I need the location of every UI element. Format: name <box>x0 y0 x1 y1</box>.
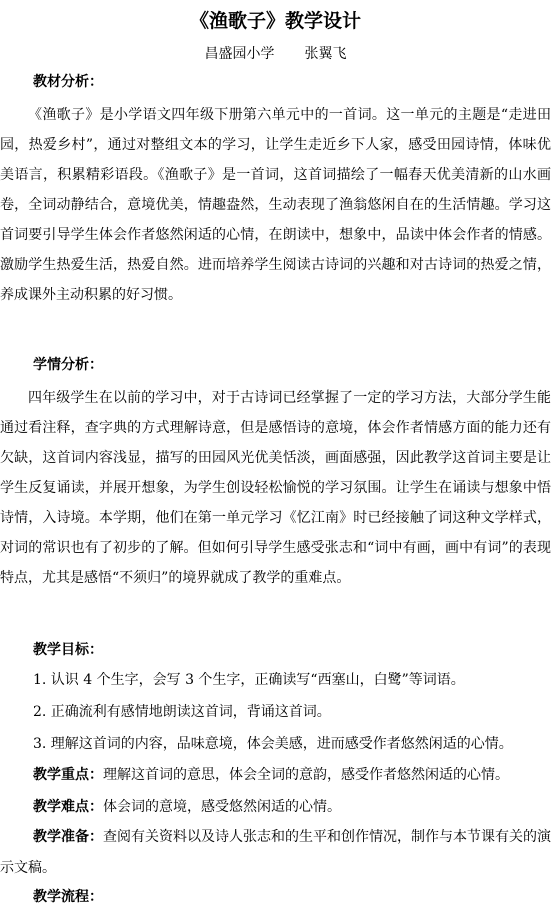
key-points-label: 教学重点： <box>33 767 103 783</box>
author-name: 张翼飞 <box>304 46 347 62</box>
key-points-line <box>0 764 551 786</box>
difficulties-line <box>0 796 551 818</box>
goal-item-2: 2. 正确流利有感情地朗读这首词，背诵这首词。 <box>33 704 331 720</box>
section-heading-material: 教材分析： <box>33 74 103 90</box>
section-heading-students: 学情分析： <box>33 357 103 373</box>
byline <box>0 44 551 64</box>
preparation-label: 教学准备： <box>33 829 103 845</box>
goal-item-1: 1. 认识 4 个生字，会写 3 个生字，正确读写“西塞山，白鹭”等词语。 <box>33 672 465 688</box>
paragraph-material: 《渔歌子》是小学语文四年级下册第六单元中的一首词。这一单元的主题是“走进田园，热爱乡村”，通过对整组文本的学习，让学生走近乡下人家，感受田园诗情，体味优美语言，积累精彩语段。《渔歌子》是一首词，这首词描绘了一幅春天优美清新的山水画卷，全词动静结合，意境优美，情趣盎然，生动表现了渔翁悠闲自在的生活情趣。学习这首词要引导学生体会作者悠然闲适的心情，在朗读中，想象中，品读中体会作者的情感。激励学生热爱生活，热爱自然。进而培养学生阅读古诗词的兴趣和对古诗词的热爱之情，养成课外主动积累的好习惯。 <box>0 107 551 303</box>
school-name: 昌盛园小学 <box>204 46 275 62</box>
document-title: 《渔歌子》教学设计 <box>189 10 361 32</box>
preparation-paragraph <box>0 822 551 884</box>
key-points-text: 理解这首词的意思，体会全词的意韵，感受作者悠然闲适的心情。 <box>103 767 509 783</box>
goal-item-3: 3. 理解这首词的内容，品味意境，体会美感，进而感受作者悠然闲适的心情。 <box>33 736 513 752</box>
section-heading-goals: 教学目标： <box>33 642 103 658</box>
section-heading-process: 教学流程： <box>33 889 103 905</box>
paragraph-students: 四年级学生在以前的学习中，对于古诗词已经掌握了一定的学习方法，大部分学生能通过看注释，查字典的方式理解诗意，但是感悟诗的意境，体会作者情感方面的能力还有欠缺，这首词内容浅显，描写的田园风光优美恬淡，画面感强，因此教学这首词主要是让学生反复诵读，并展开想象，为学生创设轻松愉悦的学习氛围。让学生在诵读与想象中悟诗情，入诗境。本学期，他们在第一单元学习《忆江南》时已经接触了词这种文学样式，对词的常识也有了初步的了解。但如何引导学生感受张志和“词中有画，画中有词”的表现特点，尤其是感悟“不须归”的境界就成了教学的重难点。 <box>0 390 551 586</box>
preparation-text: 查阅有关资料以及诗人张志和的生平和创作情况，制作与本节课有关的演示文稿。 <box>0 829 551 876</box>
difficulties-label: 教学难点： <box>33 799 103 815</box>
difficulties-text: 体会词的意境，感受悠然闲适的心情。 <box>103 799 341 815</box>
